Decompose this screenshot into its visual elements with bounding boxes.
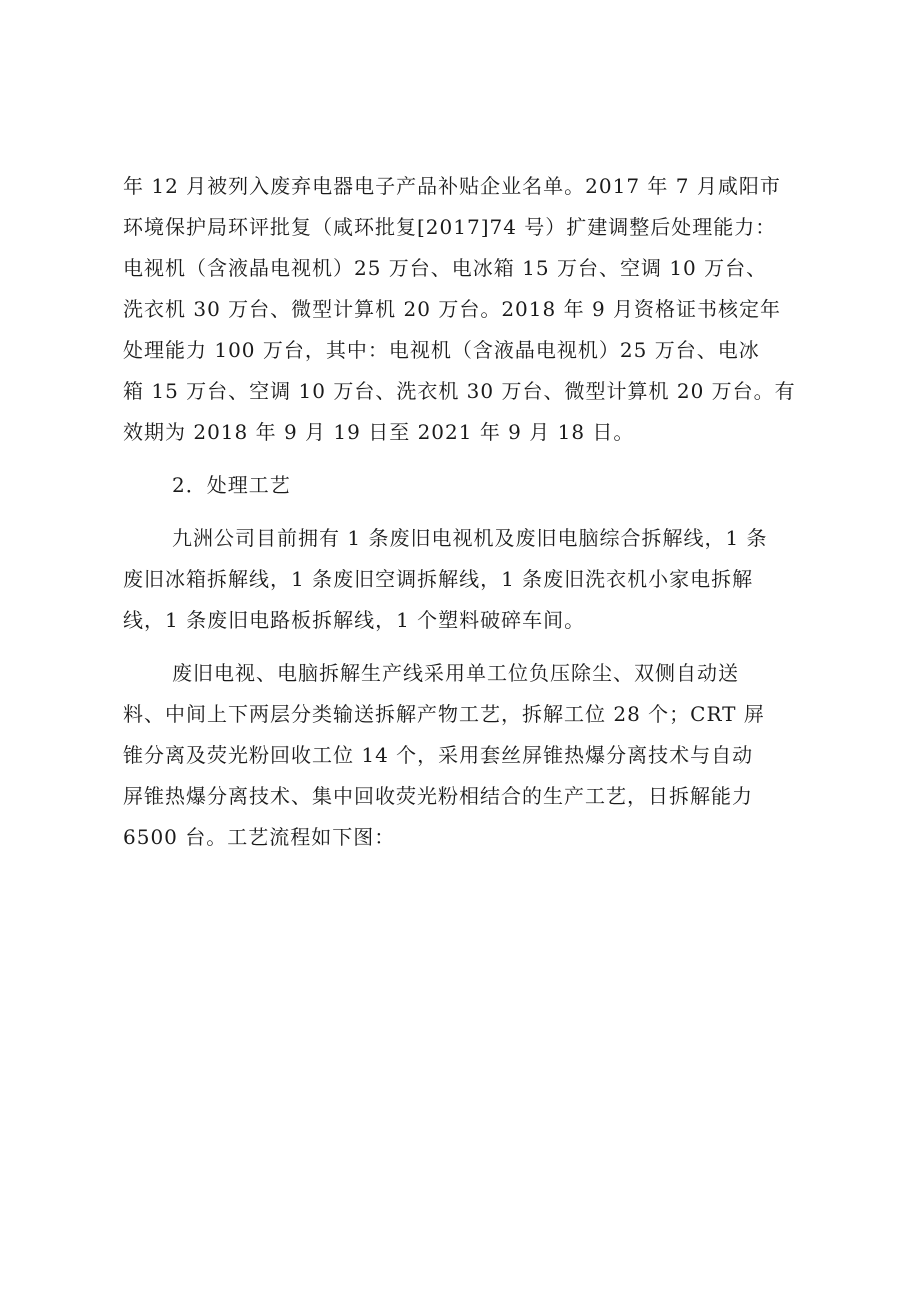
text-line: 6500 台。工艺流程如下图： (123, 825, 396, 849)
text-line: 电视机（含液晶电视机）25 万台、电冰箱 15 万台、空调 10 万台、 (123, 256, 768, 280)
text-line: 九洲公司目前拥有 1 条废旧电视机及废旧电脑综合拆解线，1 条 (172, 526, 768, 550)
text-line: 料、中间上下两层分类输送拆解产物工艺，拆解工位 28 个；CRT 屏 (123, 702, 765, 726)
text-line: 锥分离及荧光粉回收工位 14 个，采用套丝屏锥热爆分离技术与自动 (123, 743, 754, 767)
text-line: 年 12 月被列入废弃电器电子产品补贴企业名单。2017 年 7 月咸阳市 (123, 174, 781, 198)
section-heading: 2．处理工艺 (172, 473, 291, 497)
text-line: 处理能力 100 万台，其中：电视机（含液晶电视机）25 万台、电冰 (123, 338, 760, 362)
text-line: 洗衣机 30 万台、微型计算机 20 万台。2018 年 9 月资格证书核定年 (123, 297, 782, 321)
text-line: 废旧冰箱拆解线，1 条废旧空调拆解线，1 条废旧洗衣机小家电拆解 (123, 567, 754, 591)
spacer (123, 641, 813, 653)
text-line: 环境保护局环评批复（咸环批复[2017]74 号）扩建调整后处理能力： (123, 215, 777, 239)
paragraph-capacity (123, 166, 813, 453)
paragraph-tv-line (123, 653, 813, 858)
spacer (123, 453, 813, 465)
text-line: 线，1 条废旧电路板拆解线，1 个塑料破碎车间。 (123, 608, 586, 632)
text-line: 屏锥热爆分离技术、集中回收荧光粉相结合的生产工艺，日拆解能力 (123, 784, 753, 808)
text-line: 箱 15 万台、空调 10 万台、洗衣机 30 万台、微型计算机 20 万台。有 (123, 379, 796, 403)
text-line: 废旧电视、电脑拆解生产线采用单工位负压除尘、双侧自动送 (172, 661, 739, 685)
document-body (123, 166, 813, 858)
paragraph-lines (123, 518, 813, 641)
text-line: 效期为 2018 年 9 月 19 日至 2021 年 9 月 18 日。 (123, 420, 635, 444)
spacer (123, 506, 813, 518)
